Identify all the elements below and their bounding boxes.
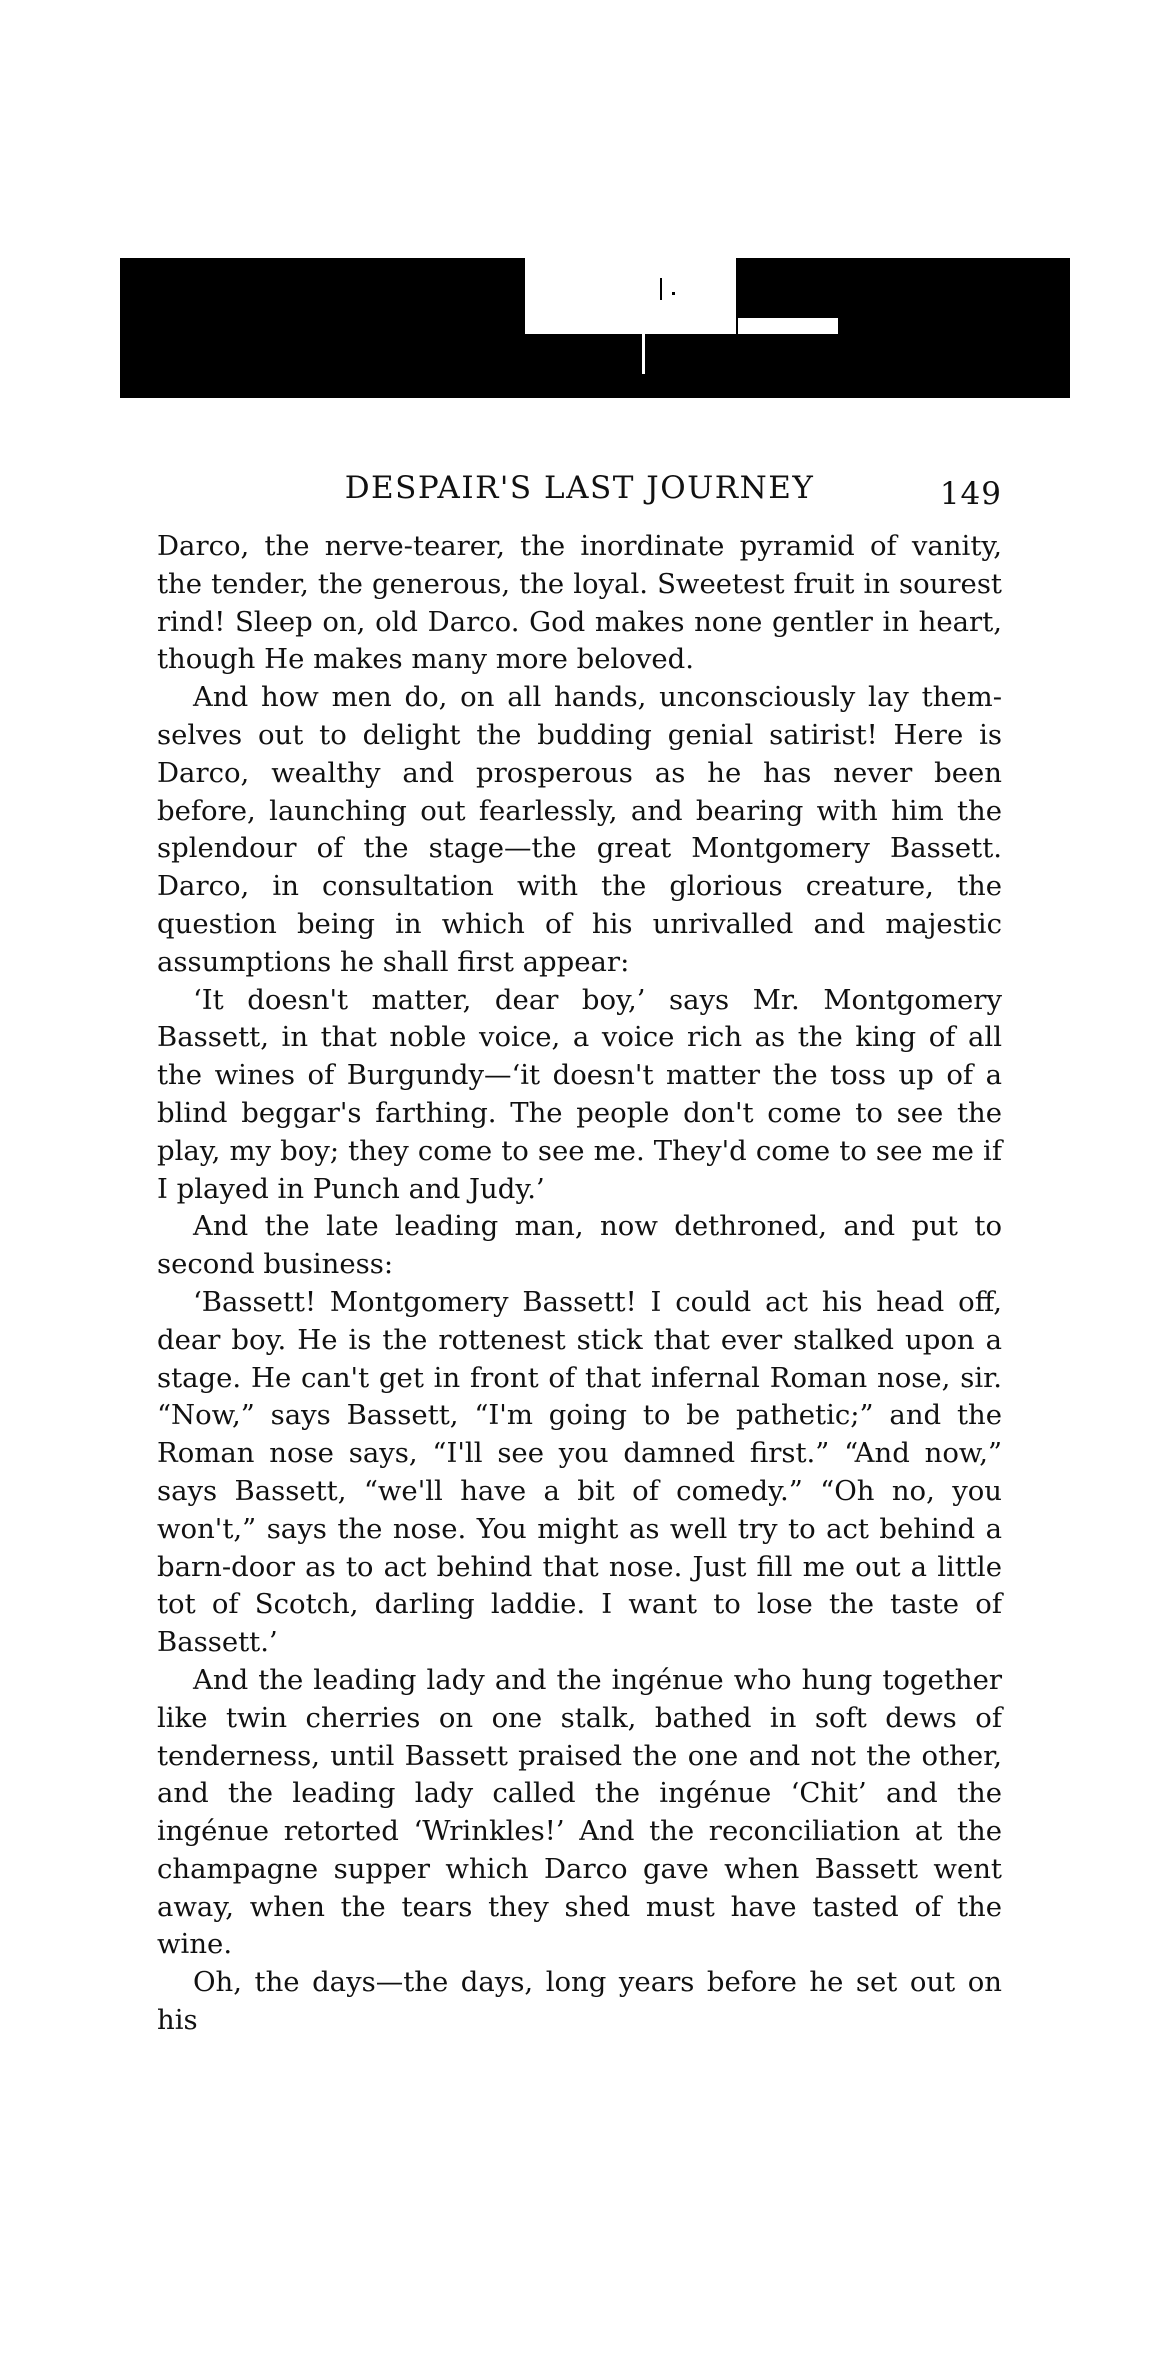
scan-artifact-speck [710,326,736,334]
scan-artifact-dot [672,292,675,295]
paragraph: And the leading lady and the ingénue who hung together like twin cherries on one stalk, bathed in soft dews of tenderness, until Bassett praised the one and not the other, and the leading lady called the ingénue ‘Chit’ and the ingénue retorted ‘Wrinkles!’ And the reconciliation at the champagne supper which Darco gave when Bassett went away, when the tears they shed must have tasted of the wine. [157,1663,1002,1961]
scan-artifact-speck [738,318,838,334]
paragraph: ‘It doesn't matter, dear boy,’ says Mr. Montgomery Bassett, in that noble voice, a voice rich as the king of all the wines of Burgundy—‘it doesn't matter the toss up of a blind beggar's farthing. The people don't come to see the play, my boy; they come to see me. They'd come to see me if I played in Punch and Judy.’ [157,983,1002,1205]
paragraph: And the late leading man, now dethroned, and put to second business: [157,1210,1002,1281]
scan-artifact-notch [525,258,736,334]
paragraph: Darco, the nerve-tearer, the inordinate pyramid of vanity, the tender, the generous, the loyal. Sweetest fruit in sourest rind! Sleep on, old Darco. God makes none gentler in heart, though He makes many more beloved. [157,530,1002,676]
page-number: 149 [939,476,1002,512]
running-title: DESPAIR'S LAST JOURNEY [344,470,815,506]
book-page [157,470,1002,2040]
body-text [157,528,1002,2040]
paragraph: Oh, the days—the days, long years before he set out on his [157,1966,1002,2037]
paragraph: And how men do, on all hands, unconsciously lay themselves out to delight the budding genial satirist! Here is Darco, wealthy and prosperous as he has never been before, launching out fearlessly, and bearing with him the splendour of the stage—the great Montgomery Bassett. Darco, in consultation with the glorious creature, the question being in which of his unrivalled and majestic assumptions he shall first appear: [157,681,1002,978]
scan-artifact-line [642,334,645,374]
scan-artifact-bar [120,258,1070,398]
paragraph: ‘Bassett! Montgomery Bassett! I could act his head off, dear boy. He is the rottenest stick that ever stalked upon a stage. He can't get in front of that infernal Roman nose, sir. “Now,” says Bassett, “I'm going to be pathetic;” and the Roman nose says, “I'll see you damned first.” “And now,” says Bassett, “we'll have a bit of comedy.” “Oh no, you won't,” says the nose. You might as well try to act behind a barn-door as to act behind that nose. Just fill me out a little tot of Scotch, darling laddie. I want to lose the taste of Bassett.’ [157,1285,1002,1659]
running-head [157,470,1002,526]
scan-artifact-tick [660,278,662,300]
